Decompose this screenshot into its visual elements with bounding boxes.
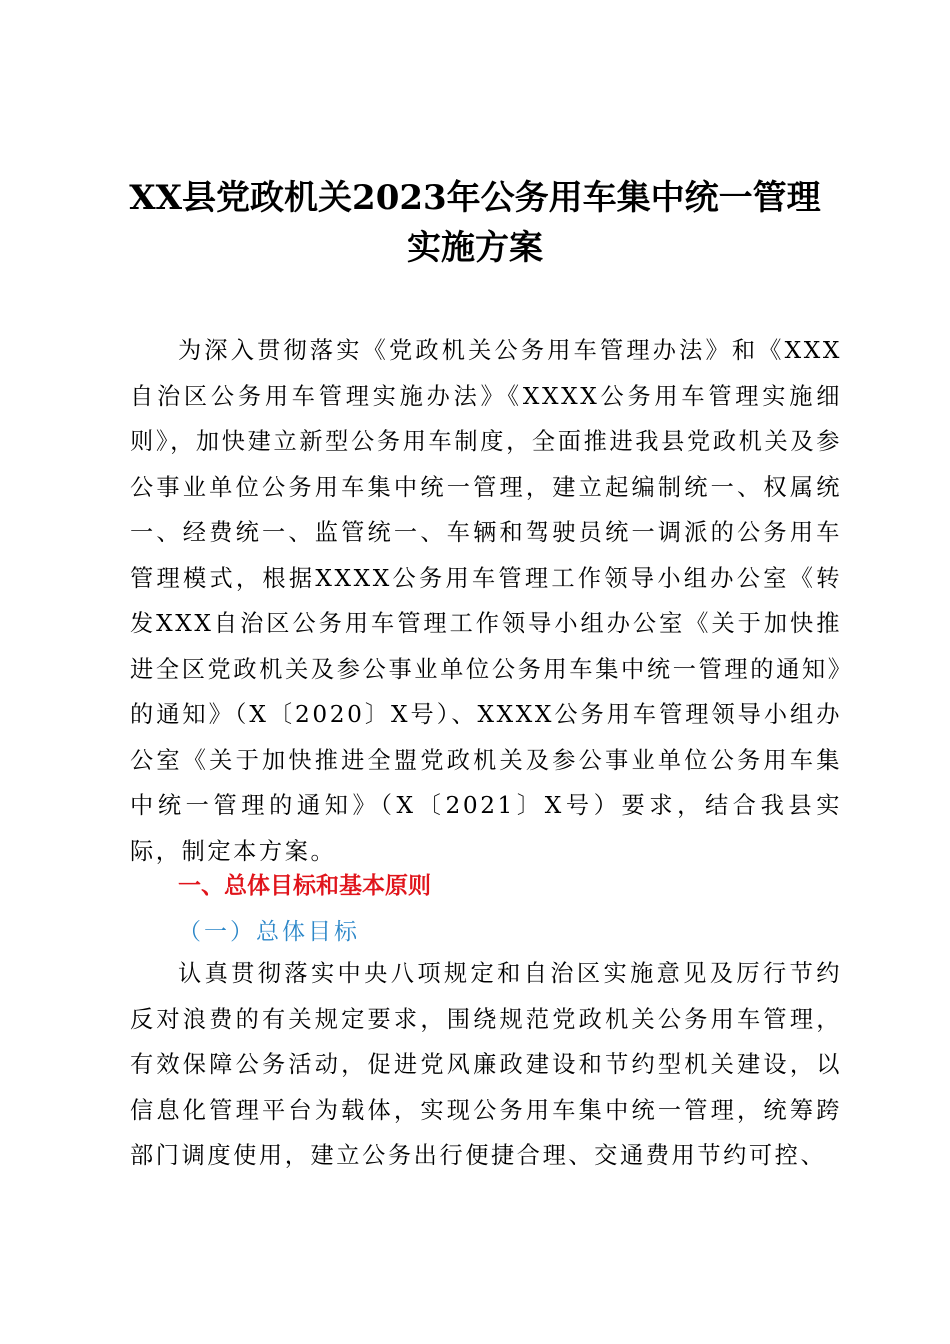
document-title-line-1: XX县党政机关2023年公务用车集中统一管理 (129, 178, 821, 218)
subsection-heading-1: （一）总体目标 (178, 919, 360, 945)
section-heading-1: 一、总体目标和基本原则 (178, 873, 431, 899)
intro-paragraph: 为深入贯彻落实《党政机关公务用车管理办法》和《XXX自治区公务用车管理实施办法》《XXXX公务用车管理实施细则》，加快建立新型公务用车制度，全面推进我县党政机关及参公事业单位公务用车集中统一管理，建立起编制统一、权属统一、经费统一、监管统一、车辆和驾驶员统一调派的公务用车管理模式，根据XXXX公务用车管理工作领导小组办公室《转发XXX自治区公务用车管理工作领导小组办公室《关于加快推进全区党政机关及参公事业单位公务用车集中统一管理的通知》的通知》（X〔2020〕X号）、XXXX公务用车管理领导小组办公室《关于加快推进全盟党政机关及参公事业单位公务用车集中统一管理的通知》（X〔2021〕X号）要求，结合我县实际，制定本方案。 (130, 337, 842, 865)
document-title-line-2: 实施方案 (407, 228, 543, 268)
goal-paragraph: 认真贯彻落实中央八项规定和自治区实施意见及厉行节约反对浪费的有关规定要求，围绕规范党政机关公务用车管理，有效保障公务活动，促进党风廉政建设和节约型机关建设，以信息化管理平台为载体，实现公务用车集中统一管理，统筹跨部门调度使用，建立公务出行便捷合理、交通费用节约可控、 (130, 960, 842, 1169)
